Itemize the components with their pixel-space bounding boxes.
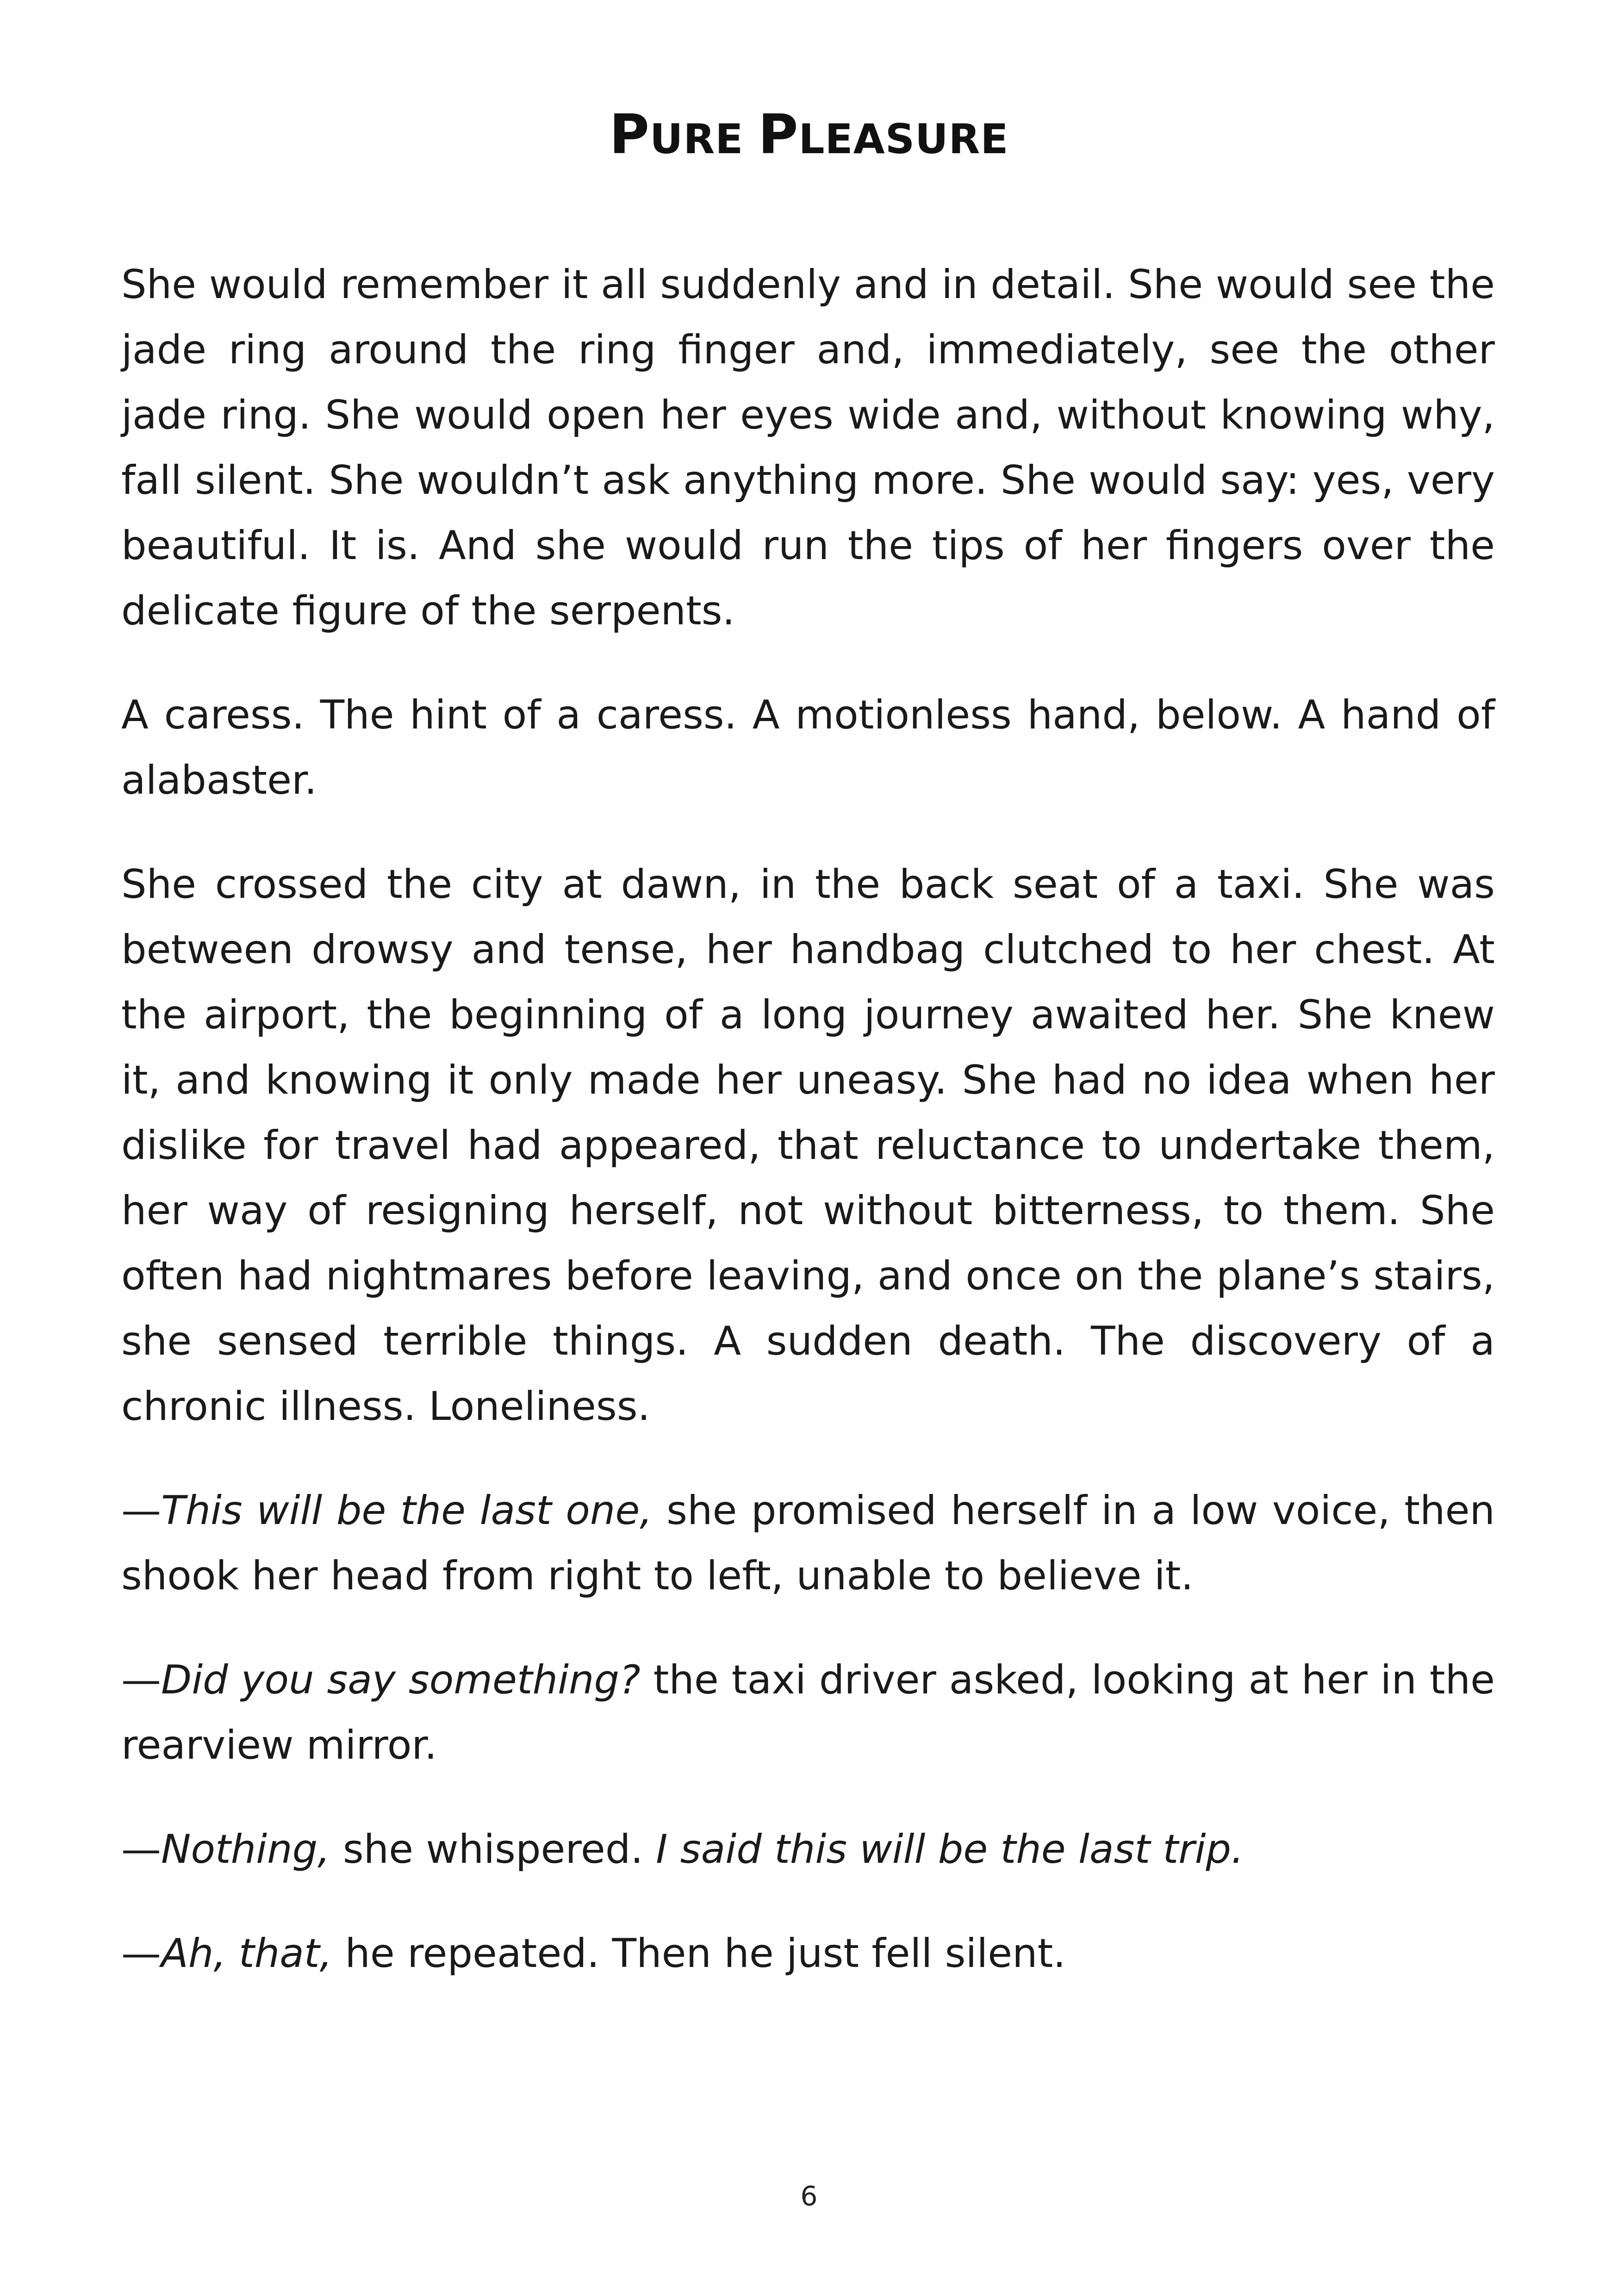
dialogue-text: she whispered.: [330, 1826, 656, 1873]
title-rest-1: URE: [650, 115, 758, 163]
paragraph-1: She would remember it all suddenly and in detail. She would see the jade ring around the ring finger and, immediately, see the other jade ring. She would open her eyes wide and, without knowing why, fall silent. She wouldn’t ask anything more. She would say: yes, very beautiful. It is. And she would run the tips of her fingers over the delicate figure of the serpents.: [121, 261, 1495, 634]
dialogue-text: she promised herself in a low voice, then shook her head from right to left, unable to believe it.: [121, 1487, 1495, 1599]
paragraph-3: She crossed the city at dawn, in the back seat of a taxi. She was between drowsy and tense, her handbag clutched to her chest. At the airport, the beginning of a long journey awaited her. She knew it, and knowing it only made her uneasy. She had no idea when her dislike for travel had appeared, that reluctance to undertake them, her way of resigning herself, not without bitterness, to them. She often had nightmares before leaving, and once on the plane’s stairs, she sensed terrible things. A sudden death. The discovery of a chronic illness. Loneliness.: [121, 861, 1495, 1430]
dialogue-italic-2: I said this will be the last trip.: [656, 1826, 1244, 1873]
paragraph-5: [121, 1648, 1495, 1778]
paragraph-7: [121, 1921, 1495, 1986]
paragraph-6: [121, 1817, 1495, 1882]
paragraph-2: A caress. The hint of a caress. A motionless hand, below. A hand of alabaster.: [121, 692, 1495, 803]
title-rest-2: LEASURE: [798, 115, 1009, 163]
dialogue-italic: Nothing,: [161, 1826, 330, 1873]
dialogue-text: the taxi driver asked, looking at her in the rearview mirror.: [121, 1657, 1495, 1768]
dialogue-italic: This will be the last one,: [161, 1487, 653, 1534]
title-initial-2: P: [758, 102, 799, 166]
dialogue-dash: —: [121, 1930, 161, 1977]
page-number: 6: [800, 2180, 818, 2212]
body-text: [121, 252, 1495, 2025]
paragraph-4: [121, 1478, 1495, 1609]
chapter-title: [0, 97, 1618, 176]
dialogue-italic: Ah, that,: [161, 1930, 332, 1977]
dialogue-text: he repeated. Then he just fell silent.: [332, 1930, 1066, 1977]
dialogue-dash: —: [121, 1826, 161, 1873]
dialogue-italic: Did you say something?: [161, 1657, 641, 1703]
dialogue-dash: —: [121, 1657, 161, 1703]
title-initial-1: P: [609, 102, 650, 166]
dialogue-dash: —: [121, 1487, 161, 1534]
